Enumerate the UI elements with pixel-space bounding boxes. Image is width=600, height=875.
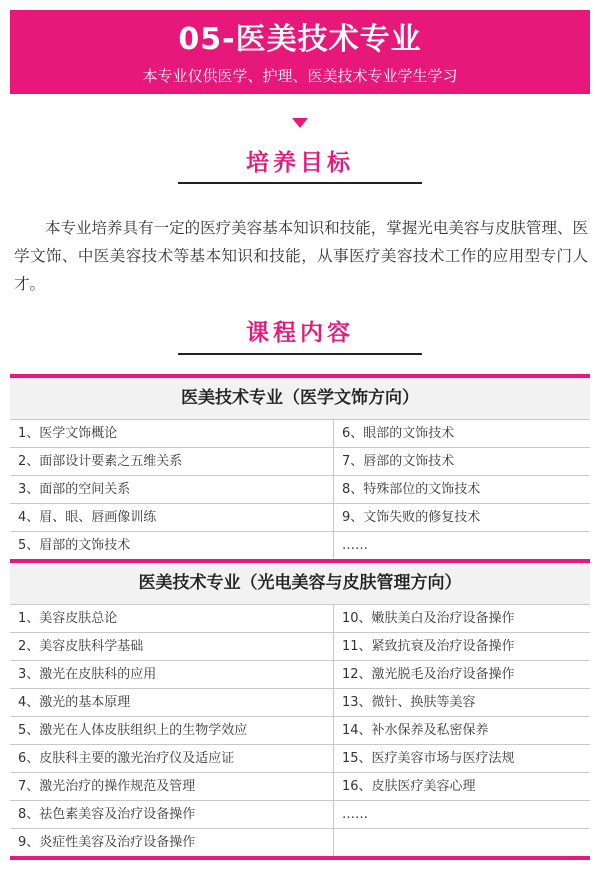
title-banner bbox=[10, 10, 590, 94]
table-cell: …… bbox=[342, 538, 368, 553]
page-title: 05-医美技术专业 bbox=[178, 22, 422, 57]
table-cell: 8、特殊部位的文饰技术 bbox=[342, 482, 481, 497]
table-row bbox=[10, 476, 590, 504]
table-body bbox=[10, 605, 590, 856]
table-cell: 7、唇部的文饰技术 bbox=[342, 454, 455, 469]
table-cell: 14、补水保养及私密保养 bbox=[342, 723, 489, 738]
course-table-tattoo bbox=[10, 374, 590, 563]
table-row bbox=[10, 717, 590, 745]
table-cell: 2、美容皮肤科学基础 bbox=[10, 633, 334, 660]
table-row bbox=[10, 532, 590, 559]
table-cell: 7、激光治疗的操作规范及管理 bbox=[10, 773, 334, 800]
table-cell: 2、面部设计要素之五维关系 bbox=[10, 448, 334, 475]
table-cell: 3、激光在皮肤科的应用 bbox=[10, 661, 334, 688]
table-title: 医美技术专业（医学文饰方向） bbox=[10, 378, 590, 420]
table-cell: 6、皮肤科主要的激光治疗仪及适应证 bbox=[10, 745, 334, 772]
table-title: 医美技术专业（光电美容与皮肤管理方向） bbox=[10, 563, 590, 605]
table-cell: 12、激光脱毛及治疗设备操作 bbox=[342, 667, 515, 682]
table-row bbox=[10, 448, 590, 476]
table-row bbox=[10, 504, 590, 532]
table-cell: 11、紧致抗衰及治疗设备操作 bbox=[342, 639, 515, 654]
table-cell: 9、文饰失败的修复技术 bbox=[342, 510, 481, 525]
table-row bbox=[10, 689, 590, 717]
table-row bbox=[10, 605, 590, 633]
table-cell bbox=[334, 829, 590, 856]
table-cell: 16、皮肤医疗美容心理 bbox=[342, 779, 476, 794]
table-cell: 4、激光的基本原理 bbox=[10, 689, 334, 716]
table-cell: 4、眉、眼、唇画像训练 bbox=[10, 504, 334, 531]
down-arrow-icon bbox=[292, 118, 308, 128]
table-row bbox=[10, 661, 590, 689]
goal-heading-rule bbox=[178, 182, 422, 184]
table-row bbox=[10, 633, 590, 661]
table-cell: 15、医疗美容市场与医疗法规 bbox=[342, 751, 515, 766]
courses-heading: 课程内容 bbox=[246, 320, 354, 346]
goal-heading: 培养目标 bbox=[246, 150, 354, 176]
table-row bbox=[10, 745, 590, 773]
table-cell: 3、面部的空间关系 bbox=[10, 476, 334, 503]
table-row bbox=[10, 773, 590, 801]
goal-text: 本专业培养具有一定的医疗美容基本知识和技能，掌握光电美容与皮肤管理、医学文饰、中医美容技术等基本知识和技能，从事医疗美容技术工作的应用型专门人才。 bbox=[14, 219, 588, 293]
table-cell: 8、祛色素美容及治疗设备操作 bbox=[10, 801, 334, 828]
table-bottom-border bbox=[10, 856, 590, 860]
table-row bbox=[10, 829, 590, 856]
table-cell: 10、嫩肤美白及治疗设备操作 bbox=[342, 611, 515, 626]
table-cell: …… bbox=[342, 807, 368, 822]
course-table-photoelectric bbox=[10, 563, 590, 860]
table-body bbox=[10, 420, 590, 559]
table-cell: 9、炎症性美容及治疗设备操作 bbox=[10, 829, 334, 856]
table-cell: 1、美容皮肤总论 bbox=[10, 605, 334, 632]
table-row bbox=[10, 801, 590, 829]
courses-heading-rule bbox=[178, 353, 422, 355]
table-cell: 5、眉部的文饰技术 bbox=[10, 532, 334, 559]
page-subtitle: 本专业仅供医学、护理、医美技术专业学生学习 bbox=[142, 67, 458, 85]
table-cell: 5、激光在人体皮肤组织上的生物学效应 bbox=[10, 717, 334, 744]
table-cell: 13、微针、换肤等美容 bbox=[342, 695, 476, 710]
table-cell: 6、眼部的文饰技术 bbox=[342, 426, 455, 441]
table-row bbox=[10, 420, 590, 448]
table-cell: 1、医学文饰概论 bbox=[10, 420, 334, 447]
